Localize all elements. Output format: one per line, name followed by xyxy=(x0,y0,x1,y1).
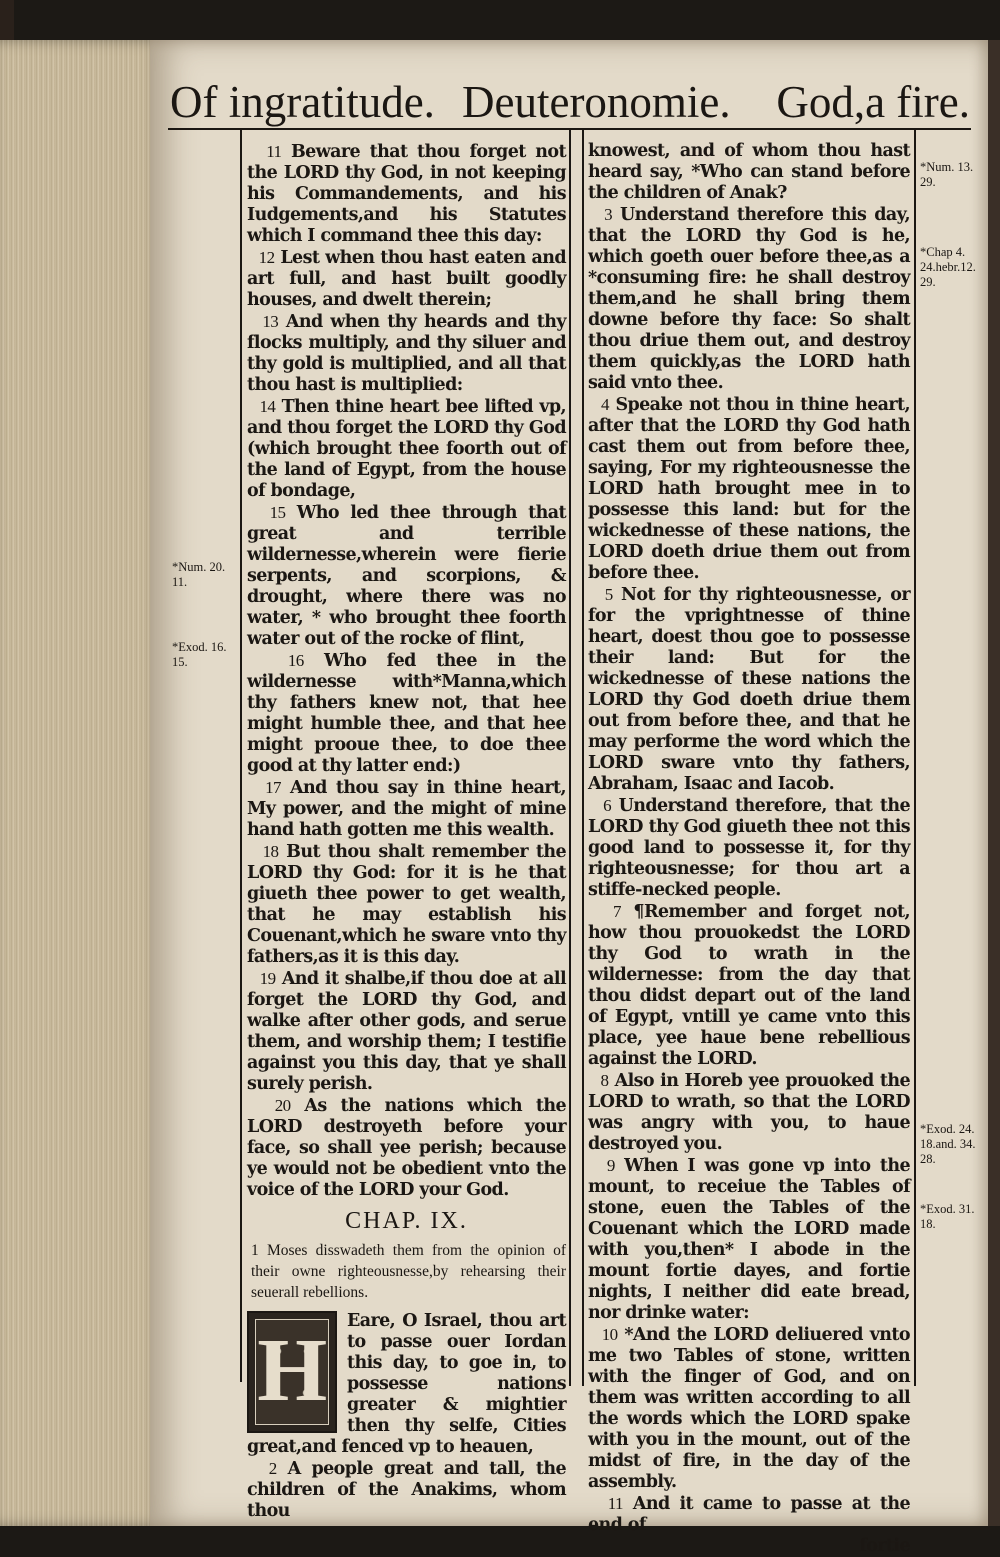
column-divider-left xyxy=(569,130,571,1386)
verse xyxy=(247,502,566,650)
verse xyxy=(247,968,566,1095)
verse-number: 14 xyxy=(259,397,276,416)
verse xyxy=(247,311,566,396)
chapter-opening-block xyxy=(247,1311,566,1458)
margin-note: *Exod. 24. 18.and. 34. 28. xyxy=(920,1122,976,1166)
verse-number: 20 xyxy=(274,1096,291,1115)
verse-text: When I was gone vp into the mount, to receiue the Tables of stone, euen the Tables of the Couenant which the LORD made with you,then* I abode in the mount fortie dayes, and fortie nights, I neither did eate bread, nor drinke water: xyxy=(588,1156,910,1323)
margin-note: *Chap 4. 24.hebr.12. 29. xyxy=(920,245,976,289)
verse-number: 3 xyxy=(604,205,612,224)
verse xyxy=(247,1458,566,1522)
verse-text: *And the LORD deliuered vnto me two Tables of stone, written with the finger of God, and on them was written according to all the words which the LORD spake with you in the mount, out of the midst of fire, in the day of the assembly. xyxy=(588,1325,910,1492)
margin-note: *Exod. 16. 15. xyxy=(172,640,227,669)
left-margin-rule xyxy=(240,130,242,1382)
verse-text: Lest when thou hast eaten and art full, and hast built goodly houses, and dwelt therein; xyxy=(247,248,567,310)
verse-number: 18 xyxy=(262,842,279,861)
verse-number: 10 xyxy=(601,1325,618,1344)
right-page-edge xyxy=(988,40,1000,1526)
catchword: fortie xyxy=(859,1536,910,1556)
verse xyxy=(588,394,910,584)
running-header xyxy=(170,76,970,128)
verse xyxy=(588,204,910,394)
verse-number: 8 xyxy=(600,1071,609,1090)
verse xyxy=(247,141,566,247)
verse-text: And it shalbe,if thou doe at all forget the LORD thy God, and walke after other gods, and serue them, and worship them; I testifie against you this day, that ye shall surely perish. xyxy=(247,969,566,1094)
page-edges xyxy=(0,40,165,1526)
chapter-opening: Eare, O Israel, thou art to passe ouer Iordan this day, to goe in, to possesse nations greater & mightier then thy selfe, Cities great,and fenced vp to heauen, xyxy=(247,1311,566,1457)
verse-text: And it came to passe at the end of xyxy=(588,1494,910,1535)
verse-text: Who led thee through that great and terrible wildernesse,wherein were fierie serpents, and scorpions, & drought, where there was no water, * who brought thee foorth water out of the rocke of flint, xyxy=(247,503,566,649)
verse xyxy=(588,1493,910,1536)
verse xyxy=(588,584,910,795)
verse-number: 7 xyxy=(613,902,621,921)
verse-text: Then thine heart bee lifted vp, and thou forget the LORD thy God (which brought thee foorth out of the land of Egypt, from the house of bondage, xyxy=(247,397,566,501)
verse-number: 2 xyxy=(268,1459,277,1478)
verse-text: Also in Horeb yee prouoked the LORD to wrath, so that the LORD was angry with you, to haue destroyed you. xyxy=(588,1071,911,1154)
verse-number: 9 xyxy=(606,1156,615,1175)
decorated-initial xyxy=(247,1311,337,1433)
verse-number: 11 xyxy=(607,1494,623,1513)
chapter-title: CHAP. IX. xyxy=(345,1208,468,1234)
verse-text: Understand therefore, that the LORD thy God giueth thee not this good land to possesse it, for thy righteousnesse; for thou art a stiffe-necked people. xyxy=(588,796,910,900)
verse xyxy=(247,1095,566,1201)
right-margin-rule xyxy=(914,130,916,1386)
verse-text: A people great and tall, the children of the Anakims, whom thou xyxy=(247,1459,566,1521)
verse-text: As the nations which the LORD destroyeth before your face, so shall yee perish; because ye would not be obedient vnto the voice of the LORD your God. xyxy=(247,1096,566,1200)
verse-text: And thou say in thine heart, My power, and the might of mine hand hath gotten me this wealth. xyxy=(247,778,566,840)
verse-number: 6 xyxy=(603,796,612,815)
verse-text: But thou shalt remember the LORD thy God: for it is he that giueth thee power to get wealth, that he may establish his Couenant,which he sware vnto thy fathers,as it is this day. xyxy=(247,842,566,967)
verse xyxy=(247,396,566,502)
text-column-left xyxy=(247,141,566,1522)
verse-text: And when thy heards and thy flocks multiply, and thy siluer and thy gold is multiplied, and all that thou hast is multiplied: xyxy=(247,312,566,395)
column-divider-right xyxy=(582,130,584,1386)
verse-number: 17 xyxy=(265,778,281,797)
dropcap-letter: H xyxy=(257,1321,327,1420)
margin-note: *Num. 20. 11. xyxy=(172,560,226,589)
verse-number: 4 xyxy=(601,395,609,414)
verse xyxy=(247,247,566,311)
verse-text: ¶Remember and forget not, how thou prouokedst the LORD thy God to wrath in the wildernesse: from the day that thou didst depart out of the land of Egypt, vntill ye came vnto this place, yee haue bene rebellious against the LORD. xyxy=(588,902,910,1069)
verse xyxy=(588,1324,910,1493)
verse xyxy=(588,1155,910,1324)
verse-number: 15 xyxy=(269,503,286,522)
verse-number: 5 xyxy=(604,585,613,604)
verse-number: 12 xyxy=(258,248,275,267)
header-right: God,a fire. xyxy=(776,77,970,127)
verse-text: Beware that thou forget not the LORD thy God, in not keeping his Commandements, and his Iudgements,and his Statutes which I command thee this day: xyxy=(247,142,566,246)
verse xyxy=(247,650,566,777)
header-title: Deuteronomie. xyxy=(462,77,731,127)
verse xyxy=(588,795,910,901)
verse-text: Speake not thou in thine heart, after that the LORD thy God hath cast them out from before thee, saying, For my righteousnesse the LORD hath brought mee in to possesse this land: but for the wickednesse of these nations, the LORD doeth driue them out from before thee. xyxy=(588,395,910,583)
header-left: Of ingratitude. xyxy=(170,77,435,127)
verse-text: Not for thy righteousnesse, or for the vprightnesse of thine heart, doest thou goe to possesse their land: But for the wickednesse of these nations the LORD thy God doeth driue them out from before thee, and that he may performe the word which the LORD sware vnto thy fathers, Abraham, Isaac and Iacob. xyxy=(588,585,910,794)
chapter-summary: 1 Moses disswadeth them from the opinion of their owne righteousnesse,by rehearsing their seuerall rebellions. xyxy=(251,1242,566,1301)
verse-number: 13 xyxy=(262,312,279,331)
verse-number: 11 xyxy=(266,142,282,161)
margin-note: *Exod. 31. 18. xyxy=(920,1202,975,1231)
verse-text: Who fed thee in the wildernesse with*Manna,which thy fathers knew not, that hee might humble thee, and that hee might prooue thee, to doe thee good at thy latter end:) xyxy=(247,651,566,776)
verse xyxy=(247,777,566,841)
column-opening: knowest, and of whom thou hast heard say, *Who can stand before the children of Anak? xyxy=(588,141,910,203)
margin-note: *Num. 13. 29. xyxy=(920,160,974,189)
verse-text: Understand therefore this day, that the LORD thy God is he, which goeth ouer before thee,as a *consuming fire: he shall destroy them,and he shall bring them downe before thy face: So shalt thou driue them out, and destroy them quickly,as the LORD hath said vnto thee. xyxy=(588,205,910,393)
verse xyxy=(588,1070,910,1155)
verse-number: 16 xyxy=(287,651,304,670)
verse xyxy=(247,841,566,968)
verse-number: 19 xyxy=(259,969,276,988)
verse xyxy=(588,901,910,1070)
text-column-right xyxy=(588,141,910,1557)
